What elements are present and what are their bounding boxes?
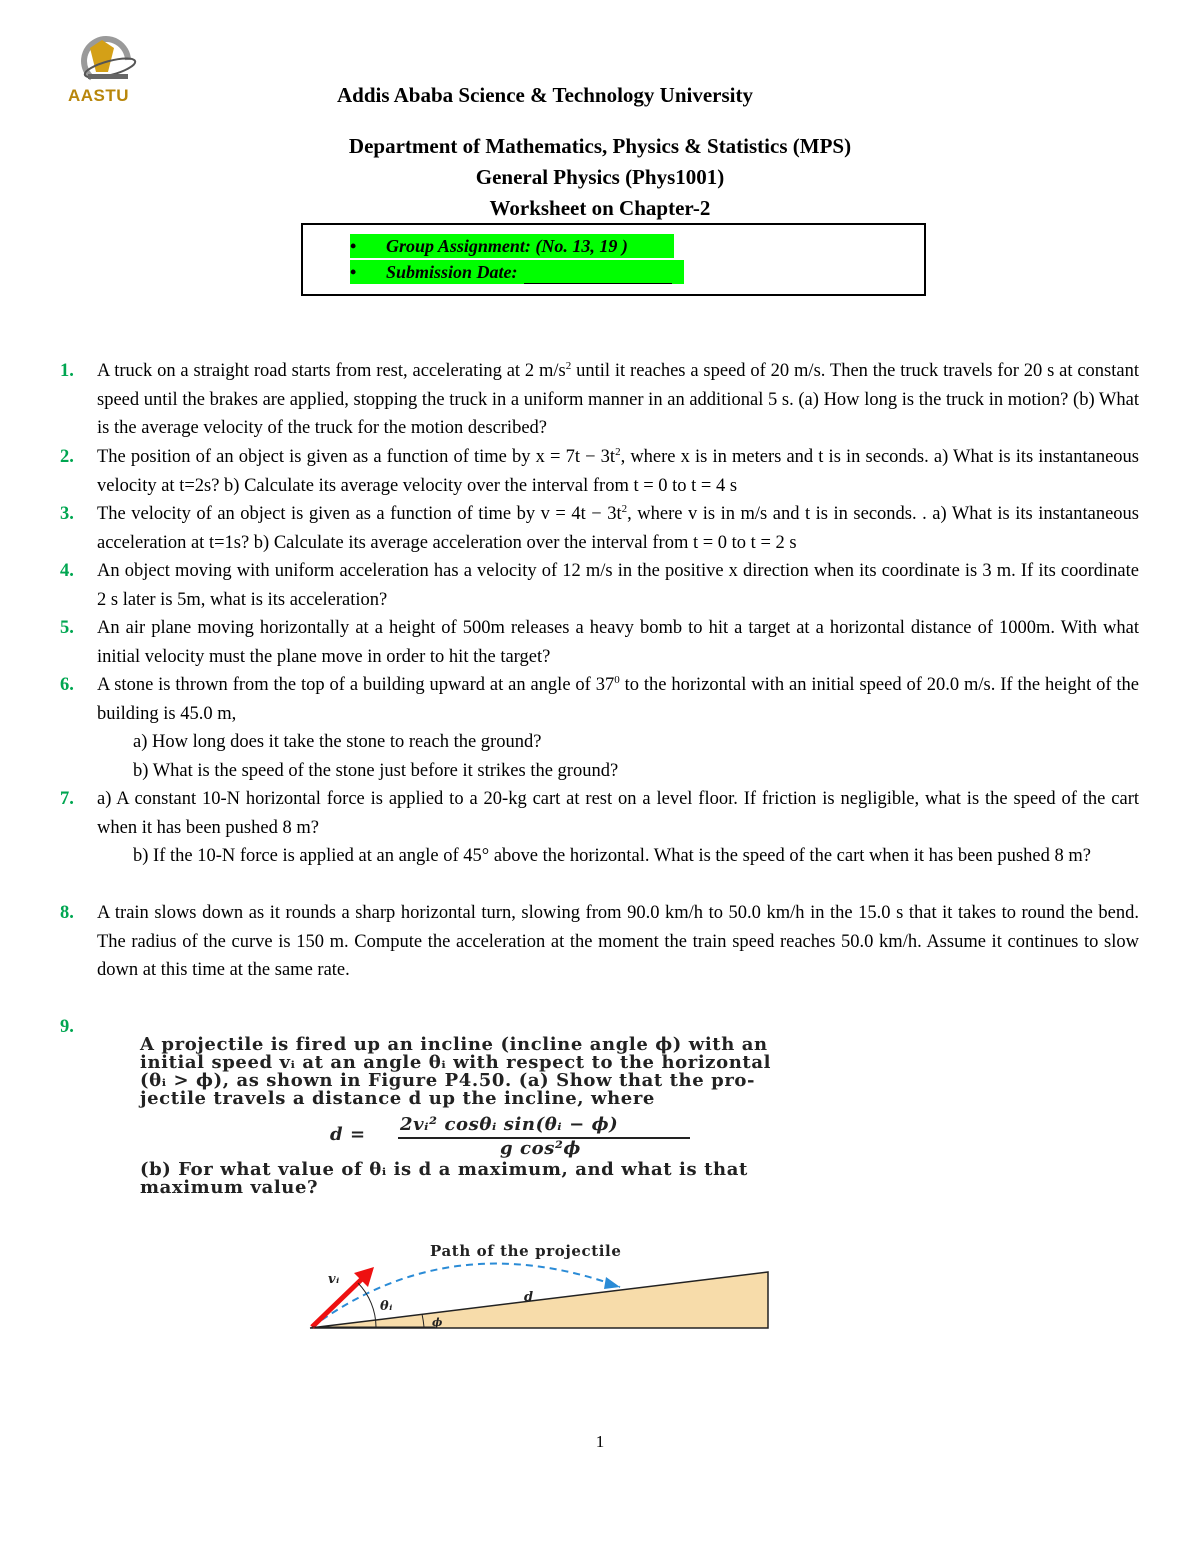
page-number: 1 <box>595 1432 605 1451</box>
question-6-part-a: a) How long does it take the stone to reach the ground? <box>133 732 542 752</box>
bullet-icon: • <box>350 262 357 282</box>
question-number: 5. <box>60 618 74 638</box>
submission-date-label: Submission Date: <box>386 262 518 282</box>
submission-date-row <box>350 260 684 284</box>
question-7 <box>97 785 1139 871</box>
question-number: 8. <box>60 903 74 923</box>
label-v: vᵢ <box>328 1272 340 1287</box>
question-3: The velocity of an object is given as a function of time by $v = 4t - 3t^2$, where v is in m/s and t is in seconds. . a) What is its instantaneous acceleration at t=1s? b) Calculate its average acceleration over the interval from t = 0 to t = 2 s <box>97 502 1139 553</box>
formula-lhs: d = <box>330 1124 366 1145</box>
q9-line-3: (θᵢ > ϕ), as shown in Figure P4.50. (a) Show that the pro- <box>140 1070 756 1091</box>
question-7-part-b: b) If the 10-N force is applied at an angle of 45° above the horizontal. What is the speed of the cart when it has been pushed 8 m? <box>133 846 1091 866</box>
university-title: Addis Ababa Science & Technology University <box>337 83 753 107</box>
question-number: 6. <box>60 675 74 695</box>
question-2: The position of an object is given as a function of time by $x = 7t - 3t^2$, where x is in meters and t is in seconds. a) What is its instantaneous velocity at t=2s? b) Calculate its average velocity over the interval from t = 0 to t = 4 s <box>97 445 1140 496</box>
logo-text: AASTU <box>68 86 130 105</box>
path-arrow-icon <box>604 1277 620 1289</box>
question-5: An air plane moving horizontally at a height of 500m releases a heavy bomb to hit a target at a horizontal distance of 1000m. With what initial velocity must the plane move in order to hit the target? <box>97 618 1139 667</box>
question-1: A truck on a straight road starts from rest, accelerating at 2 $m/s^2$ until it reaches a speed of 20 m/s. Then the truck travels for 20 s at constant speed until the brakes are applied, stopping the truck in a uniform manner in an additional 5 s. (a) How long is the truck in motion? (b) What is the average velocity of the truck for the motion described? <box>97 359 1139 438</box>
submission-date-blank <box>524 266 672 284</box>
label-theta: θᵢ <box>380 1299 393 1314</box>
question-number: 7. <box>60 789 74 809</box>
question-4: An object moving with uniform acceleration has a velocity of 12 m/s in the positive x direction when its coordinate is 3 m. If its coordinate 2 s later is 5m, what is its acceleration? <box>97 561 1139 610</box>
bullet-icon: • <box>350 236 357 256</box>
q9-line-1: A projectile is fired up an incline (incline angle ϕ) with an <box>140 1034 768 1055</box>
question-8: A train slows down as it rounds a sharp horizontal turn, slowing from 90.0 km/h to 50.0 km/h in the 15.0 s that it takes to round the bend. The radius of the curve is 150 m. Compute the acceleration at the moment the train speed reaches 50.0 km/h. Assume it continues to slow down at this time at the same rate. <box>97 903 1139 980</box>
q9-line-6: maximum value? <box>140 1177 319 1198</box>
label-phi: ϕ <box>432 1316 443 1329</box>
course-title: General Physics (Phys1001) <box>475 165 725 189</box>
department-title: Department of Mathematics, Physics & Statistics (MPS) <box>348 134 852 158</box>
question-number: 2. <box>60 447 74 467</box>
q9-line-4: jectile travels a distance d up the incline, where <box>140 1088 655 1109</box>
group-assignment-row <box>350 234 674 258</box>
worksheet-title: Worksheet on Chapter-2 <box>489 196 711 220</box>
question-6-part-b: b) What is the speed of the stone just before it strikes the ground? <box>133 760 619 781</box>
question-number: 1. <box>60 361 74 381</box>
question-number: 9. <box>60 1017 74 1037</box>
figure-caption: Path of the projectile <box>430 1242 622 1260</box>
label-d: d <box>524 1290 534 1305</box>
formula-numerator: 2vᵢ² cosθᵢ sin(θᵢ − ϕ) <box>400 1114 619 1135</box>
question-number: 3. <box>60 504 74 524</box>
q9-line-2: initial speed vᵢ at an angle θᵢ with respect to the horizontal <box>140 1052 772 1073</box>
formula-denominator: g cos²ϕ <box>500 1138 581 1159</box>
group-assignment-text: Group Assignment: (No. 13, 19 ) <box>386 236 628 256</box>
question-7-part-a: a) A constant 10-N horizontal force is applied to a 20-kg cart at rest on a level floor. If friction is negligible, what is the speed of the cart when it has been pushed 8 m? <box>97 789 1139 838</box>
question-number: 4. <box>60 561 74 581</box>
q9-line-5: (b) For what value of θᵢ is d a maximum, and what is that <box>140 1159 748 1180</box>
question-6: A stone is thrown from the top of a building upward at an angle of $37^0$ to the horizontal with an initial speed of 20.0 m/s. If the height of the building is 45.0 m, a) How long does it take the stone to reach the ground? b) What is the speed of the stone just before it strikes the ground? <box>97 671 1139 785</box>
